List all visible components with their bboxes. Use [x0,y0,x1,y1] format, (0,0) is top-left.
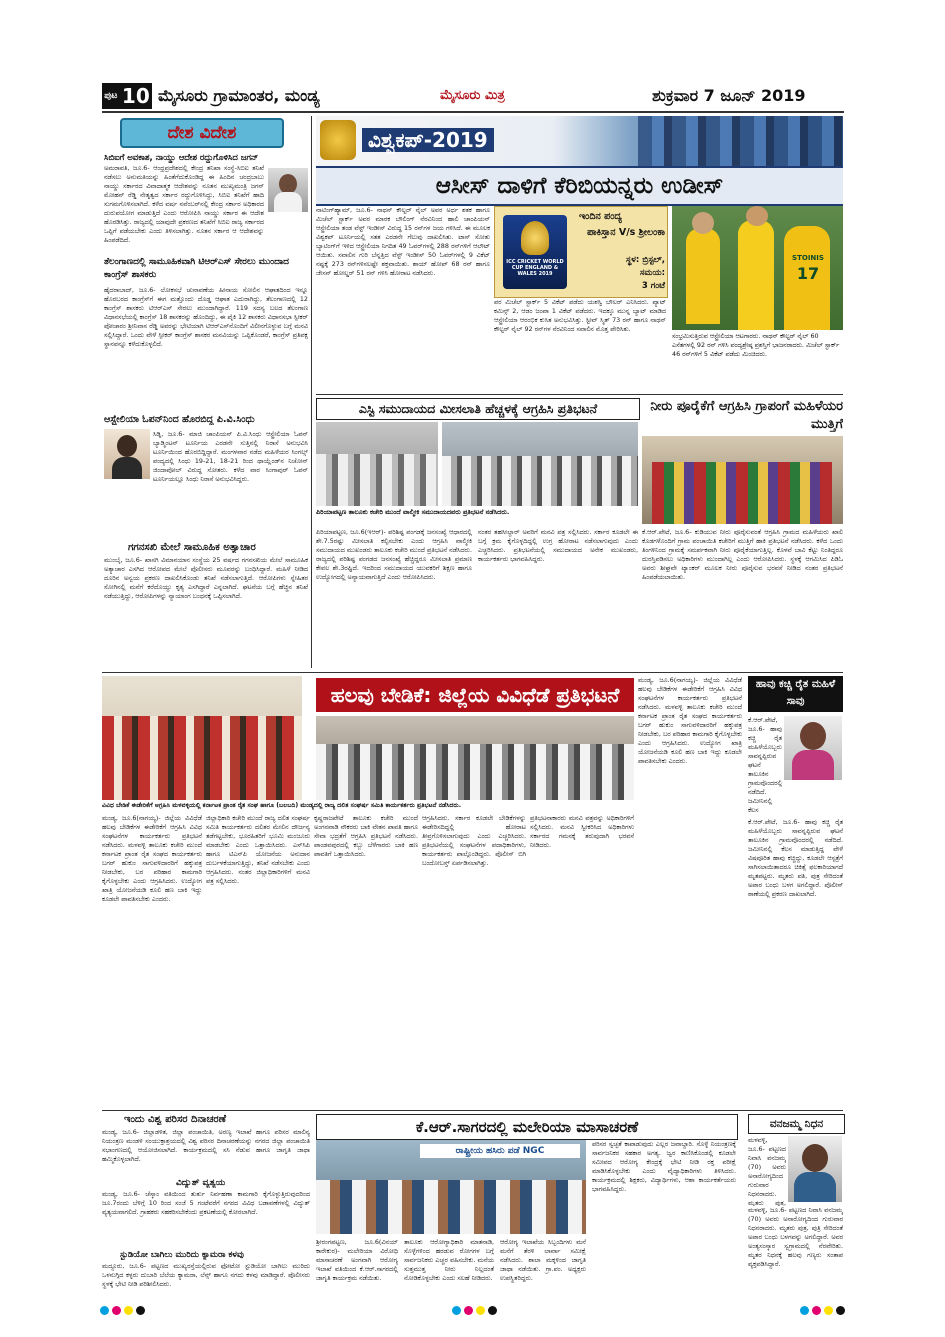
jagan-photo [268,168,308,212]
protests-body-d: ಆಗ್ರಹಿಸಿದರು. ಸರ್ಕಾರ ಕೂಡಲೇ ಬೇಡಿಕೆಗಳನ್ನು ಈಡೇರಿಸದಿದ್ದಲ್ಲಿ ಹೋರಾಟ ತೀವ್ರಗೊಳಿಸಲಾಗುವುದು ಎಂದು ಎಚ್ಚರಿಸಿದರು. ಪ್ರತಿಭಟನೆಯಲ್ಲಿ ಸಂಘಟನೆಗಳ ಪದಾಧಿಕಾರಿಗಳು, ಕಾರ್ಯಕರ್ತರು ಪಾಲ್ಗೊಂಡಿದ್ದರು. ಪೊಲೀಸ್ ಬಿಗಿ ಬಂದೋಬಸ್ತ್ ಏರ್ಪಡಿಸಲಾಗಿತ್ತು. [422,814,526,867]
environment-headline: ಇಂದು ವಿಶ್ವ ಪರಿಸರ ದಿನಾಚರಣೆ [124,1114,226,1125]
water-headline: ನೀರು ಪೂರೈಕೆಗೆ ಆಗ್ರಹಿಸಿ ಗ್ರಾಪಂಗೆ ಮಹಿಳೆಯರ ಮುತ್ತಿಗೆ [650,399,843,432]
protests-photo-right [316,716,634,800]
story-cbi-headline: ಸಿಬಿಐಗೆ ಅವಕಾಶ, ನಾಯ್ಡು ಆದೇಶ ರದ್ದುಗೊಳಿಸಿದ ಜಗನ್ [104,152,259,162]
malaria-banner-text: ರಾಷ್ಟ್ರೀಯ ಹಸಿರು ಪಡೆ NGC [420,1144,580,1158]
st-quota-body-a: ಪಿರಿಯಾಪಟ್ಟಣ, ಜೂ.6(ಇಆರ್)- ಪರಿಶಿಷ್ಟ ಪಂಗಡಕ್ಕೆ ಜನಸಂಖ್ಯೆ ಆಧಾರದಲ್ಲಿ ಶೇ.7.5ರಷ್ಟು ಮೀಸಲಾತಿ ಕಲ್ಪಿಸಬೇಕು ಎಂದು ಆಗ್ರಹಿಸಿ ವಾಲ್ಮೀಕಿ ಸಮುದಾಯದ ಮುಖಂಡರು ತಾಲೂಕು ಕಚೇರಿ ಮುಂದೆ ಪ್ರತಿಭಟನೆ ನಡೆಸಿದರು. ರಾಜ್ಯದಲ್ಲಿ ಪರಿಶಿಷ್ಟ ಪಂಗಡದ ಜನಸಂಖ್ಯೆ ಹೆಚ್ಚಿದ್ದರೂ ಮೀಸಲಾತಿ ಪ್ರಮಾಣ ಕೇವಲ ಶೇ.3ರಷ್ಟಿದೆ. ಇದರಿಂದ ಸಮುದಾಯದ ಯುವಕರಿಗೆ ಶಿಕ್ಷಣ ಹಾಗೂ ಉದ್ಯೋಗದಲ್ಲಿ ಅನ್ಯಾಯವಾಗುತ್ತಿದೆ ಎಂದು ಆರೋಪಿಸಿದರು. [316,528,472,581]
worldcup-photo-caption: ಸಂಭ್ರಮಿಸುತ್ತಿರುವ ಆಸ್ಟ್ರೇಲಿಯಾ ಆಟಗಾರರು. ನಾಥನ್ ಕೌಲ್ಟರ್ ನೈಲ್ 60 ಎಸೆತಗಳಲ್ಲಿ 92 ರನ್ ಗಳಿಸಿ ಪಂದ್ಯಶ್ರೇಷ್ಠ ಪ್ರಶಸ್ತಿಗೆ ಭಾಜನರಾದರು. ಮಿಚೆಲ್ ಸ್ಟಾರ್ಕ್ 46 ರನ್‌ಗಳಿಗೆ 5 ವಿಕೆಟ್ ಪಡೆದು ಮಿಂಚಿದರು. [672,332,840,358]
story-airhostess-headline: ಗಗನಸಖಿ ಮೇಲೆ ಸಾಮೂಹಿಕ ಅತ್ಯಾಚಾರ [128,542,256,553]
water-photo [642,436,843,524]
protests-body-a: ಮಂಡ್ಯ, ಜೂ.6(ನಾಗಯ್ಯ)- ಜಿಲ್ಲೆಯ ವಿವಿಧೆಡೆ ಹಲವು ಬೇಡಿಕೆಗಳ ಈಡೇರಿಕೆಗೆ ಆಗ್ರಹಿಸಿ ವಿವಿಧ ಸಂಘಟನೆಗಳ ಕಾರ್ಯಕರ್ತರು ಪ್ರತಿಭಟನೆ ನಡೆಸಿದರು. ಮಳವಳ್ಳಿ ತಾಲೂಕು ಕಚೇರಿ ಮುಂದೆ ಕರ್ನಾಟಕ ಪ್ರಾಂತ ರೈತ ಸಂಘದ ಕಾರ್ಯಕರ್ತರು ಬಗರ್ ಹುಕುಂ ಸಾಗುವಳಿದಾರರಿಗೆ ಹಕ್ಕುಪತ್ರ ನೀಡಬೇಕು, ಬರ ಪರಿಹಾರ ಕಾಮಗಾರಿ ಕೈಗೊಳ್ಳಬೇಕು ಎಂದು ಆಗ್ರಹಿಸಿದರು. ಉದ್ಯೋಗ ಖಾತ್ರಿ ಯೋಜನೆಯಡಿ ಕೂಲಿ ಹಣ ಬಾಕಿ ಇದ್ದು ಕೂಡಲೇ ಪಾವತಿಸಬೇಕು ಎಂದರು. [102,814,202,903]
today-match-box [494,206,668,298]
power-cut-body: ಮಂಡ್ಯ, ಜೂ.6- ಚೆಸ್ಕಾಂ ವತಿಯಿಂದ ತುರ್ತು ನಿರ್ವಹಣಾ ಕಾಮಗಾರಿ ಕೈಗೊಳ್ಳುತ್ತಿರುವುದರಿಂದ ಜೂ.7ರಂದು ಬೆಳಿಗ್ಗೆ 10 ರಿಂದ ಸಂಜೆ 5 ಗಂಟೆವರೆಗೆ ನಗರದ ವಿವಿಧ ಬಡಾವಣೆಗಳಲ್ಲಿ ವಿದ್ಯುತ್ ವ್ಯತ್ಯಯವಾಗಲಿದೆ. ಗ್ರಾಹಕರು ಸಹಕರಿಸಬೇಕೆಂದು ಪ್ರಕಟಣೆಯಲ್ಲಿ ಕೋರಲಾಗಿದೆ. [102,1190,310,1216]
worldcup-logo: ICC CRICKET WORLD CUP ENGLAND & WALES 2019 [503,215,567,289]
protests-body-b: ಜಿಲ್ಲಾಧಿಕಾರಿ ಕಚೇರಿ ಮುಂದೆ ರಾಜ್ಯ ದಲಿತ ಸಂಘರ್ಷ ಸಮಿತಿ ಕಾರ್ಯಕರ್ತರು ದಲಿತರ ಮೇಲಿನ ದೌರ್ಜನ್ಯ ತಡೆಗಟ್ಟಬೇಕು, ಭೂರಹಿತರಿಗೆ ಭೂಮಿ ಮಂಜೂರು ಮಾಡಬೇಕು ಎಂದು ಒತ್ತಾಯಿಸಿದರು. ಎಸ್‌ಸಿಪಿ ಹಾಗೂ ಟಿಎಸ್‌ಪಿ ಯೋಜನೆಯ ಅನುದಾನ ದುರ್ಬಳಕೆಯಾಗುತ್ತಿದ್ದು, ತನಿಖೆ ನಡೆಸಬೇಕು ಎಂದು ಆಗ್ರಹಿಸಿದರು. ನಂತರ ಜಿಲ್ಲಾಧಿಕಾರಿಗಳಿಗೆ ಮನವಿ ಪತ್ರ ಸಲ್ಲಿಸಿದರು. [206,814,310,885]
malaria-body-c: ಪರಿಸರ ಸ್ವಚ್ಛತೆ ಕಾಪಾಡುವುದು ಎಲ್ಲರ ಜವಾಬ್ದಾರಿ. ಸೊಳ್ಳೆ ನಿಯಂತ್ರಣಕ್ಕೆ ಸಾರ್ವಜನಿಕರ ಸಹಕಾರ ಅಗತ್ಯ. ಜ್ವರ ಕಾಣಿಸಿಕೊಂಡಲ್ಲಿ ಕೂಡಲೇ ಸಮೀಪದ ಆರೋಗ್ಯ ಕೇಂದ್ರಕ್ಕೆ ಭೇಟಿ ನೀಡಿ ರಕ್ತ ಪರೀಕ್ಷೆ ಮಾಡಿಸಿಕೊಳ್ಳಬೇಕು ಎಂದು ವೈದ್ಯಾಧಿಕಾರಿಗಳು ತಿಳಿಸಿದರು. ಕಾರ್ಯಕ್ರಮದಲ್ಲಿ ಶಿಕ್ಷಕರು, ವಿದ್ಯಾರ್ಥಿಗಳು, ಆಶಾ ಕಾರ್ಯಕರ್ತೆಯರು ಭಾಗವಹಿಸಿದ್ದರು. [592,1140,736,1193]
page-label: ಪುಟ [104,91,118,101]
jersey-number: 17 [796,264,820,283]
st-quota-caption: ಪಿರಿಯಾಪಟ್ಟಣ ತಾಲೂಕು ಕಚೇರಿ ಮುಂದೆ ವಾಲ್ಮೀಕಿ ಸಮುದಾಯದವರು ಪ್ರತಿಭಟನೆ ನಡೆಸಿದರು. [316,508,510,516]
paper-name: ಮೈಸೂರು ಮಿತ್ರ [440,88,505,103]
jersey-name: STOINIS [792,254,824,262]
worldcup-banner-title: ವಿಶ್ವಕಪ್-2019 [362,128,494,152]
camera-theft-headline: ಸ್ಟುಡಿಯೋ ಬಾಗಿಲು ಮುರಿದು ಕ್ಯಾಮರಾ ಕಳವು [120,1250,244,1260]
worldcup-photo [672,206,843,330]
snake-headline: ಹಾವು ಕಚ್ಚಿ ರೈತ ಮಹಿಳೆ ಸಾವು [748,676,843,712]
story-cbi-body: ಅಮರಾವತಿ, ಜೂ.6- ಆಂಧ್ರಪ್ರದೇಶದಲ್ಲಿ ಕೇಂದ್ರ ತನಿಖಾ ಸಂಸ್ಥೆ-ಸಿಬಿಐ ತನಿಖೆ ನಡೆಸಲು ಅನುಮತಿಯನ್ನು ಹಿಂತೆಗೆದುಕೊಂಡಿದ್ದ ಈ ಹಿಂದಿನ ಚಂದ್ರಬಾಬು ನಾಯ್ಡು ಸರ್ಕಾರದ ವಿವಾದಾತ್ಮಕ ಆದೇಶವನ್ನು ನೂತನ ಮುಖ್ಯಮಂತ್ರಿ ಜಗನ್ ಮೋಹನ್ ರೆಡ್ಡಿ ನೇತೃತ್ವದ ಸರ್ಕಾರ ರದ್ದುಗೊಳಿಸಿದ್ದು, ಸಿಬಿಐ ತನಿಖೆಗೆ ಹಾದಿ ಸುಗಮಗೊಳಿಸಲಾಗಿದೆ. ಕಳೆದ ವರ್ಷ ನವೆಂಬರ್‌ನಲ್ಲಿ ಕೇಂದ್ರ ಸರ್ಕಾರ ಅಧಿಕಾರದ ದುರುಪಯೋಗ ಮಾಡುತ್ತಿದೆ ಎಂದು ಆರೋಪಿಸಿ ನಾಯ್ಡು ಸರ್ಕಾರ ಈ ಆದೇಶ ಹೊರಡಿಸಿತ್ತು. ರಾಜ್ಯದಲ್ಲಿ ಯಾವುದೇ ಪ್ರಕರಣದ ತನಿಖೆಗೆ ಸಿಬಿಐ ರಾಜ್ಯ ಸರ್ಕಾರದ ಒಪ್ಪಿಗೆ ಪಡೆಯಬೇಕು ಎಂದು ತಿಳಿಸಲಾಗಿತ್ತು. ನೂತನ ಸರ್ಕಾರ ಆ ಆದೇಶವನ್ನು ಹಿಂಪಡೆದಿದೆ. [104,164,264,244]
obituary-photo [788,1136,842,1202]
section-title: ಮೈಸೂರು ಗ್ರಾಮಾಂತರ, ಮಂಡ್ಯ [158,86,320,105]
protests-top-rule [102,672,843,673]
malaria-photo [316,1140,586,1234]
worldcup-bottom-rule [316,394,843,395]
st-quota-photo-2 [442,422,638,506]
st-quota-body-b: ನಂತರ ತಹಸೀಲ್ದಾರ್ ಅವರಿಗೆ ಮನವಿ ಪತ್ರ ಸಲ್ಲಿಸಿದರು. ಸರ್ಕಾರ ಕೂಡಲೇ ಈ ಬಗ್ಗೆ ಕ್ರಮ ಕೈಗೊಳ್ಳದಿದ್ದಲ್ಲಿ ಉಗ್ರ ಹೋರಾಟ ನಡೆಸಲಾಗುವುದು ಎಂದು ಎಚ್ಚರಿಸಿದರು. ಪ್ರತಿಭಟನೆಯಲ್ಲಿ ಸಮುದಾಯದ ಅನೇಕ ಮುಖಂಡರು, ಕಾರ್ಯಕರ್ತರು ಭಾಗವಹಿಸಿದ್ದರು. [478,528,638,563]
registration-marks-bottom [100,1306,845,1318]
today-match-teams: ಪಾಕಿಸ್ತಾನ V/s ಶ್ರೀಲಂಕಾ [587,227,665,238]
malaria-headline: ಕೆ.ಆರ್.ಸಾಗರದಲ್ಲಿ ಮಲೇರಿಯಾ ಮಾಸಾಚರಣೆ [316,1114,738,1140]
snake-body-2: ಕೆ.ಆರ್.ಪೇಟೆ, ಜೂ.6- ಹಾವು ಕಚ್ಚಿ ರೈತ ಮಹಿಳೆಯೊಬ್ಬರು ಸಾವನ್ನಪ್ಪಿರುವ ಘಟನೆ ತಾಲೂಕಿನ ಗ್ರಾಮವೊಂದರಲ್ಲಿ ನಡೆದಿದೆ. ಜಮೀನಿನಲ್ಲಿ ಕೆಲಸ ಮಾಡುತ್ತಿದ್ದ ವೇಳೆ ವಿಷಪೂರಿತ ಹಾವು ಕಚ್ಚಿದ್ದು, ಕೂಡಲೇ ಆಸ್ಪತ್ರೆಗೆ ಸಾಗಿಸಲಾಯಿತಾದರೂ ಚಿಕಿತ್ಸೆ ಫಲಕಾರಿಯಾಗದೆ ಮೃತಪಟ್ಟರು. ಮೃತರು ಪತಿ, ಪುತ್ರ ಸೇರಿದಂತೆ ಅಪಾರ ಬಂಧು ಬಳಗ ಅಗಲಿದ್ದಾರೆ. ಪೊಲೀಸ್ ಠಾಣೆಯಲ್ಲಿ ಪ್ರಕರಣ ದಾಖಲಾಗಿದೆ. [748,818,843,898]
today-match-label: ಇಂದಿನ ಪಂದ್ಯ [579,211,622,222]
protests-body-f: ಮಂಡ್ಯ, ಜೂ.6(ನಾಗಯ್ಯ)- ಜಿಲ್ಲೆಯ ವಿವಿಧೆಡೆ ಹಲವು ಬೇಡಿಕೆಗಳ ಈಡೇರಿಕೆಗೆ ಆಗ್ರಹಿಸಿ ವಿವಿಧ ಸಂಘಟನೆಗಳ ಕಾರ್ಯಕರ್ತರು ಪ್ರತಿಭಟನೆ ನಡೆಸಿದರು. ಮಳವಳ್ಳಿ ತಾಲೂಕು ಕಚೇರಿ ಮುಂದೆ ಕರ್ನಾಟಕ ಪ್ರಾಂತ ರೈತ ಸಂಘದ ಕಾರ್ಯಕರ್ತರು ಬಗರ್ ಹುಕುಂ ಸಾಗುವಳಿದಾರರಿಗೆ ಹಕ್ಕುಪತ್ರ ನೀಡಬೇಕು, ಬರ ಪರಿಹಾರ ಕಾಮಗಾರಿ ಕೈಗೊಳ್ಳಬೇಕು ಎಂದು ಆಗ್ರಹಿಸಿದರು. ಉದ್ಯೋಗ ಖಾತ್ರಿ ಯೋಜನೆಯಡಿ ಕೂಲಿ ಹಣ ಬಾಕಿ ಇದ್ದು ಕೂಡಲೇ ಪಾವತಿಸಬೇಕು ಎಂದರು. [638,676,742,765]
protests-body-e: ಪ್ರತಿಭಟನಾಕಾರರು ಮನವಿ ಪತ್ರವನ್ನು ಅಧಿಕಾರಿಗಳಿಗೆ ಸಲ್ಲಿಸಿದರು. ಮನವಿ ಸ್ವೀಕರಿಸಿದ ಅಧಿಕಾರಿಗಳು ಸರ್ಕಾರದ ಗಮನಕ್ಕೆ ತರುವುದಾಗಿ ಭರವಸೆ ನೀಡಿದರು. [530,814,634,849]
protests-body-c: ಕೃಷ್ಣರಾಜಪೇಟೆ ತಾಲೂಕು ಕಚೇರಿ ಮುಂದೆ ಅಂಗನವಾಡಿ ನೌಕರರು ಬಾಕಿ ವೇತನ ಪಾವತಿ ಹಾಗೂ ಸೇವಾ ಭದ್ರತೆಗೆ ಆಗ್ರಹಿಸಿ ಪ್ರತಿಭಟನೆ ನಡೆಸಿದರು. ಪಾಂಡವಪುರದಲ್ಲಿ ಕಬ್ಬು ಬೆಳೆಗಾರರು ಬಾಕಿ ಹಣ ಪಾವತಿಗೆ ಒತ್ತಾಯಿಸಿದರು. [314,814,418,858]
page-number: 10 [121,84,150,108]
story-airhostess-body: ಮುಂಬೈ, ಜೂ.6- ಖಾಸಗಿ ವಿಮಾನಯಾನ ಸಂಸ್ಥೆಯ 25 ವರ್ಷದ ಗಗನಸಖಿಯ ಮೇಲೆ ಸಾಮೂಹಿಕ ಅತ್ಯಾಚಾರ ಎಸಗಿದ ಆರೋಪದ ಮೇಲೆ ಪೊಲೀಸರು ಮೂವರನ್ನು ಬಂಧಿಸಿದ್ದಾರೆ. ಮಹಿಳೆ ನೀಡಿದ ದೂರಿನ ಅನ್ವಯ ಪ್ರಕರಣ ದಾಖಲಿಸಿಕೊಂಡು ತನಿಖೆ ನಡೆಸಲಾಗುತ್ತಿದೆ. ಆರೋಪಿಗಳು ಸ್ನೇಹಿತರ ಸೋಗಿನಲ್ಲಿ ಮನೆಗೆ ಕರೆದೊಯ್ದು ಕೃತ್ಯ ಎಸಗಿದ್ದಾರೆ ಎನ್ನಲಾಗಿದೆ. ಘಟನೆಯ ಬಗ್ಗೆ ಹೆಚ್ಚಿನ ತನಿಖೆ ನಡೆಯುತ್ತಿದ್ದು, ಆರೋಪಿಗಳನ್ನು ನ್ಯಾಯಾಂಗ ಬಂಧನಕ್ಕೆ ಒಪ್ಪಿಸಲಾಗಿದೆ. [104,556,308,600]
story-telangana-headline: ತೆಲಂಗಾಣದಲ್ಲಿ ಸಾಮೂಹಿಕವಾಗಿ ಟಿಆರ್‌ಎಸ್ ಸೇರಲು ಮುಂದಾದ ಕಾಂಗ್ರೆಸ್ ಶಾಸಕರು [104,257,289,280]
camera-theft-body: ಮದ್ದೂರು, ಜೂ.6- ಪಟ್ಟಣದ ಮುಖ್ಯರಸ್ತೆಯಲ್ಲಿರುವ ಫೋಟೋ ಸ್ಟುಡಿಯೋ ಬಾಗಿಲು ಮುರಿದು ಒಳನುಗ್ಗಿದ ಕಳ್ಳರು ದುಬಾರಿ ಬೆಲೆಯ ಕ್ಯಾಮರಾ, ಲೆನ್ಸ್ ಹಾಗೂ ನಗದು ಕಳವು ಮಾಡಿದ್ದಾರೆ. ಪೊಲೀಸರು ಸ್ಥಳಕ್ಕೆ ಭೇಟಿ ನೀಡಿ ಪರಿಶೀಲಿಸಿದರು. [102,1262,310,1288]
malaria-body-a: ತಾಲೂಕು ಆರೋಗ್ಯಾಧಿಕಾರಿ ಮಾತನಾಡಿ, ಸೊಳ್ಳೆಗಳಿಂದ ಹರಡುವ ರೋಗಗಳ ಬಗ್ಗೆ ಸಾರ್ವಜನಿಕರು ಎಚ್ಚರ ವಹಿಸಬೇಕು. ಮನೆಯ ಸುತ್ತಮುತ್ತ ನೀರು ನಿಲ್ಲದಂತೆ ನೋಡಿಕೊಳ್ಳಬೇಕು ಎಂದು ಸಲಹೆ ನೀಡಿದರು. [404,1238,494,1282]
snake-victim-photo [784,716,842,780]
worldcup-banner [316,116,843,166]
obituary-body: ಮಳವಳ್ಳಿ, ಜೂ.6- ಪಟ್ಟಣದ ನಿವಾಸಿ ವನಜಮ್ಮ (70) ಅವರು ಅನಾರೋಗ್ಯದಿಂದ ಗುರುವಾರ ನಿಧನರಾದರು. ಮೃತರು ಪುತ್ರ, [748,1136,786,1206]
protests-photo-left [102,676,302,800]
protests-headline: ಹಲವು ಬೇಡಿಕೆ: ಜಿಲ್ಲೆಯ ವಿವಿಧೆಡೆ ಪ್ರತಿಭಟನೆ [316,678,634,712]
today-match-time: 3 ಗಂಟೆ [641,281,665,291]
page-number-box [102,83,152,109]
worldcup-body-col1: ನಾಟಿಂಗ್‌ಹ್ಯಾಮ್, ಜೂ.6- ನಾಥನ್ ಕೌಲ್ಟರ್ ನೈಲ್ ಅವರ ಅರ್ಧ ಶತಕ ಹಾಗೂ ಮಿಚೆಲ್ ಸ್ಟಾರ್ಕ್ ಅವರ ಮಾರಕ ಬೌಲಿಂಗ್ ನೆರವಿನಿಂದ ಹಾಲಿ ಚಾಂಪಿಯನ್ ಆಸ್ಟ್ರೇಲಿಯಾ ತಂಡ ವೆಸ್ಟ್ ಇಂಡೀಸ್ ವಿರುದ್ಧ 15 ರನ್‌ಗಳ ಜಯ ಗಳಿಸಿದೆ. ಈ ಮೂಲಕ ವಿಶ್ವಕಪ್ ಟೂರ್ನಿಯಲ್ಲಿ ಸತತ ಎರಡನೇ ಗೆಲುವು ದಾಖಲಿಸಿತು. ಟಾಸ್ ಸೋತು ಬ್ಯಾಟಿಂಗ್‌ಗೆ ಇಳಿದ ಆಸ್ಟ್ರೇಲಿಯಾ ನಿಗದಿತ 49 ಓವರ್‌ಗಳಲ್ಲಿ 288 ರನ್‌ಗಳಿಗೆ ಆಲೌಟ್ ಆಯಿತು. ಸವಾಲಿನ ಗುರಿ ಬೆನ್ನತ್ತಿದ ವೆಸ್ಟ್ ಇಂಡೀಸ್ 50 ಓವರ್‌ಗಳಲ್ಲಿ 9 ವಿಕೆಟ್ ನಷ್ಟಕ್ಕೆ 273 ರನ್‌ಗಳಿಸಲಷ್ಟೇ ಶಕ್ತವಾಯಿತು. ಶಾಯ್ ಹೋಪ್ 68 ರನ್ ಹಾಗೂ ಜೇಸನ್ ಹೋಲ್ಡರ್ 51 ರನ್ ಗಳಿಸಿ ಹೋರಾಟ ನಡೆಸಿದರು. [316,206,490,277]
st-quota-headline: ಎಸ್ಟಿ ಸಮುದಾಯದ ಮೀಸಲಾತಿ ಹೆಚ್ಚಳಕ್ಕೆ ಆಗ್ರಹಿಸಿ ಪ್ರತಿಭಟನೆ [316,398,640,420]
story-sindhu-headline: ಆಸ್ಟ್ರೇಲಿಯಾ ಓಪನ್‌ನಿಂದ ಹೊರಬಿದ್ದ ಪಿ.ವಿ.ಸಿಂಧು [104,414,255,425]
today-match-venue: ಸ್ಥಳ: ಬ್ರಿಸ್ಟಲ್, [625,255,665,265]
worldcup-body-col2: ಪರ ಮಿಚೆಲ್ ಸ್ಟಾರ್ಕ್ 5 ವಿಕೆಟ್ ಪಡೆದು ಯಶಸ್ವಿ ಬೌಲರ್ ಎನಿಸಿದರು. ಪ್ಯಾಟ್ ಕಮಿನ್ಸ್ 2, ಆಡಂ ಜಂಪಾ 1 ವಿಕೆಟ್ ಪಡೆದರು. ಇದಕ್ಕೂ ಮುನ್ನ ಬ್ಯಾಟ್ ಮಾಡಿದ ಆಸ್ಟ್ರೇಲಿಯಾ ಆರಂಭಿಕ ಕುಸಿತ ಅನುಭವಿಸಿತ್ತು. ಸ್ಟೀವ್ ಸ್ಮಿತ್ 73 ರನ್ ಹಾಗೂ ನಾಥನ್ ಕೌಲ್ಟರ್ ನೈಲ್ 92 ರನ್‌ಗಳ ನೆರವಿನಿಂದ ಸವಾಲಿನ ಮೊತ್ತ ಪೇರಿಸಿತು. [494,298,666,333]
st-quota-photo [316,422,438,506]
bottom-section-rule [102,1110,843,1111]
story-telangana-body: ಹೈದರಾಬಾದ್, ಜೂ.6- ಲೋಕಸಭೆ ಚುನಾವಣೆಯ ಹೀನಾಯ ಸೋಲಿನ ಆಘಾತದಿಂದ ಇನ್ನೂ ಹೊರಬರದ ಕಾಂಗ್ರೆಸ್‌ಗೆ ಈಗ ಮತ್ತೊಂದು ದೊಡ್ಡ ಆಘಾತ ಎದುರಾಗಿದ್ದು, ತೆಲಂಗಾಣದಲ್ಲಿ 12 ಕಾಂಗ್ರೆಸ್ ಶಾಸಕರು ಟಿಆರ್‌ಎಸ್ ಸೇರಲು ಮುಂದಾಗಿದ್ದಾರೆ. 119 ಸದಸ್ಯ ಬಲದ ತೆಲಂಗಾಣ ವಿಧಾನಸಭೆಯಲ್ಲಿ ಕಾಂಗ್ರೆಸ್ 18 ಶಾಸಕರನ್ನು ಹೊಂದಿದ್ದು, ಈ ಪೈಕಿ 12 ಶಾಸಕರು ವಿಧಾನಸಭಾ ಸ್ಪೀಕರ್ ಪೋಚಾರಂ ಶ್ರೀನಿವಾಸ ರೆಡ್ಡಿ ಅವರನ್ನು ಭೇಟಿಯಾಗಿ ಟಿಆರ್‌ಎಸ್‌ನೊಂದಿಗೆ ವಿಲೀನಗೊಳ್ಳುವ ಬಗ್ಗೆ ಮನವಿ ಸಲ್ಲಿಸಿದ್ದಾರೆ. ಒಂದು ವೇಳೆ ಸ್ಪೀಕರ್ ಕಾಂಗ್ರೆಸ್ ಶಾಸಕರ ಮನವಿಯನ್ನು ಒಪ್ಪಿಕೊಂಡರೆ, ಕಾಂಗ್ರೆಸ್ ಪ್ರತಿಪಕ್ಷ ಸ್ಥಾನವನ್ನೂ ಕಳೆದುಕೊಳ್ಳಲಿದೆ. [104,286,308,348]
worldcup-headline: ಆಸೀಸ್ ದಾಳಿಗೆ ಕೆರಿಬಿಯನ್ನರು ಉಡೀಸ್ [435,173,724,199]
left-column-divider [311,116,312,668]
page-date: ಶುಕ್ರವಾರ 7 ಜೂನ್ 2019 [652,86,806,105]
power-cut-headline: ವಿದ್ಯುತ್ ವ್ಯತ್ಯಯ [176,1178,226,1188]
obituary-headline: ವನಜಮ್ಮ ನಿಧನ [748,1114,845,1134]
desha-videsha-title: ದೇಶ ವಿದೇಶ [167,123,237,143]
story-sindhu-body: ಸಿಡ್ನಿ, ಜೂ.6- ಮಾಜಿ ಚಾಂಪಿಯನ್ ಪಿ.ವಿ.ಸಿಂಧು ಆಸ್ಟ್ರೇಲಿಯಾ ಓಪನ್ ಬ್ಯಾಡ್ಮಿಂಟನ್ ಟೂರ್ನಿಯ ಎರಡನೇ ಸುತ್ತಿನಲ್ಲಿ ನಿರಾಸೆ ಅನುಭವಿಸಿ ಟೂರ್ನಿಯಿಂದ ಹೊರಬಿದ್ದಿದ್ದಾರೆ. ಮಂಗಳವಾರ ನಡೆದ ಮಹಿಳೆಯರ ಸಿಂಗಲ್ಸ್ ಪಂದ್ಯದಲ್ಲಿ ಸಿಂಧು 19-21, 18-21 ರಿಂದ ಥಾಯ್ಲೆಂಡ್‌ನ ನಿಚೋನ್ ಜಿಂದಾಪೋಲ್ ವಿರುದ್ಧ ಸೋತರು. ಕಳೆದ ವಾರ ಸಿಂಗಾಪುರ್ ಓಪನ್ ಟೂರ್ನಿಯಲ್ಲೂ ಸಿಂಧು ನಿರಾಸೆ ಅನುಭವಿಸಿದ್ದರು. [153,430,308,483]
sindhu-photo [104,429,150,479]
environment-body: ಮಂಡ್ಯ, ಜೂ.6- ಜಿಲ್ಲಾಡಳಿತ, ಜಿಲ್ಲಾ ಪಂಚಾಯಿತಿ, ಅರಣ್ಯ ಇಲಾಖೆ ಹಾಗೂ ಪರಿಸರ ಮಾಲಿನ್ಯ ನಿಯಂತ್ರಣ ಮಂಡಳಿ ಸಂಯುಕ್ತಾಶ್ರಯದಲ್ಲಿ ವಿಶ್ವ ಪರಿಸರ ದಿನಾಚರಣೆಯನ್ನು ನಗರದ ಜಿಲ್ಲಾ ಪಂಚಾಯಿತಿ ಸಭಾಂಗಣದಲ್ಲಿ ಆಯೋಜಿಸಲಾಗಿದೆ. ಕಾರ್ಯಕ್ರಮದಲ್ಲಿ ಸಸಿ ನೆಡುವ ಹಾಗೂ ಜಾಗೃತಿ ಜಾಥಾ ಹಮ್ಮಿಕೊಳ್ಳಲಾಗಿದೆ. [102,1128,310,1163]
water-body: ಕೆ.ಆರ್.ಪೇಟೆ, ಜೂ.6- ಕುಡಿಯುವ ನೀರು ಪೂರೈಸುವಂತೆ ಆಗ್ರಹಿಸಿ ಗ್ರಾಮದ ಮಹಿಳೆಯರು ಖಾಲಿ ಕೊಡಗಳೊಂದಿಗೆ ಗ್ರಾಮ ಪಂಚಾಯಿತಿ ಕಚೇರಿಗೆ ಮುತ್ತಿಗೆ ಹಾಕಿ ಪ್ರತಿಭಟನೆ ನಡೆಸಿದರು. ಕಳೆದ ಒಂದು ತಿಂಗಳಿನಿಂದ ಗ್ರಾಮಕ್ಕೆ ಸಮರ್ಪಕವಾಗಿ ನೀರು ಪೂರೈಕೆಯಾಗುತ್ತಿಲ್ಲ. ಕೊಳವೆ ಬಾವಿ ಕೆಟ್ಟು ನಿಂತಿದ್ದರೂ ದುರಸ್ತಿಪಡಿಸಲು ಅಧಿಕಾರಿಗಳು ಮುಂದಾಗಿಲ್ಲ ಎಂದು ಆರೋಪಿಸಿದರು. ಸ್ಥಳಕ್ಕೆ ಆಗಮಿಸಿದ ಪಿಡಿಓ ಅವರು ಶೀಘ್ರವೇ ಟ್ಯಾಂಕರ್ ಮೂಲಕ ನೀರು ಪೂರೈಸುವ ಭರವಸೆ ನೀಡಿದ ನಂತರ ಪ್ರತಿಭಟನೆ ಹಿಂಪಡೆಯಲಾಯಿತು. [642,528,843,581]
malaria-caption: ಶ್ರೀರಂಗಪಟ್ಟಣ, ಜೂ.6(ವಿನಯ್ ಕಾರೇಕುರ)- ಮಲೇರಿಯಾ ವಿರೋಧಿ ಮಾಸಾಚರಣೆ ಅಂಗವಾಗಿ ಆರೋಗ್ಯ ಇಲಾಖೆ ವತಿಯಿಂದ ಕೆ.ಆರ್.ಸಾಗರದಲ್ಲಿ ಜಾಗೃತಿ ಕಾರ್ಯಕ್ರಮ ನಡೆಯಿತು. [316,1238,398,1282]
desha-videsha-banner [120,118,284,148]
snake-body: ಕೆ.ಆರ್.ಪೇಟೆ, ಜೂ.6- ಹಾವು ಕಚ್ಚಿ ರೈತ ಮಹಿಳೆಯೊಬ್ಬರು ಸಾವನ್ನಪ್ಪಿರುವ ಘಟನೆ ತಾಲೂಕಿನ ಗ್ರಾಮವೊಂದರಲ್ಲಿ ನಡೆದಿದೆ. ಜಮೀನಿನಲ್ಲಿ ಕೆಲಸ [748,716,782,814]
obituary-body-2: ಮಳವಳ್ಳಿ, ಜೂ.6- ಪಟ್ಟಣದ ನಿವಾಸಿ ವನಜಮ್ಮ (70) ಅವರು ಅನಾರೋಗ್ಯದಿಂದ ಗುರುವಾರ ನಿಧನರಾದರು. ಮೃತರು ಪುತ್ರ, ಪುತ್ರಿ ಸೇರಿದಂತೆ ಅಪಾರ ಬಂಧು ಬಳಗವನ್ನು ಅಗಲಿದ್ದಾರೆ. ಅವರ ಅಂತ್ಯಸಂಸ್ಕಾರ ಸ್ವಗ್ರಾಮದಲ್ಲಿ ನೆರವೇರಿತು. ಮೃತರ ನಿಧನಕ್ಕೆ ಹಲವು ಗಣ್ಯರು ಸಂತಾಪ ವ್ಯಕ್ತಪಡಿಸಿದ್ದಾರೆ. [748,1206,843,1268]
malaria-body-b: ಆರೋಗ್ಯ ಇಲಾಖೆಯ ಸಿಬ್ಬಂದಿಗಳು ಮನೆ ಮನೆಗೆ ತೆರಳಿ ಲಾರ್ವಾ ಸಮೀಕ್ಷೆ ನಡೆಸಿದರು. ಶಾಲಾ ಮಕ್ಕಳಿಂದ ಜಾಗೃತಿ ಜಾಥಾ ನಡೆಯಿತು. ಗ್ರಾ.ಪಂ. ಅಧ್ಯಕ್ಷರು ಉಪಸ್ಥಿತರಿದ್ದರು. [500,1238,586,1282]
worldcup-headline-box [316,166,843,206]
protests-caption: ವಿವಿಧ ಬೇಡಿಕೆ ಈಡೇರಿಕೆಗೆ ಆಗ್ರಹಿಸಿ ಮಳವಳ್ಳಿಯಲ್ಲಿ ಕರ್ನಾಟಕ ಪ್ರಾಂತ ರೈತ ಸಂಘ ಹಾಗೂ (ಬಲಬದಿ) ಮಂಡ್ಯದಲ್ಲಿ ರಾಜ್ಯ ದಲಿತ ಸಂಘರ್ಷ ಸಮಿತಿ ಕಾರ್ಯಕರ್ತರು ಪ್ರತಿಭಟನೆ ನಡೆಸಿದರು. [102,802,462,809]
today-match-time-label: ಸಮಯ: [639,268,665,278]
